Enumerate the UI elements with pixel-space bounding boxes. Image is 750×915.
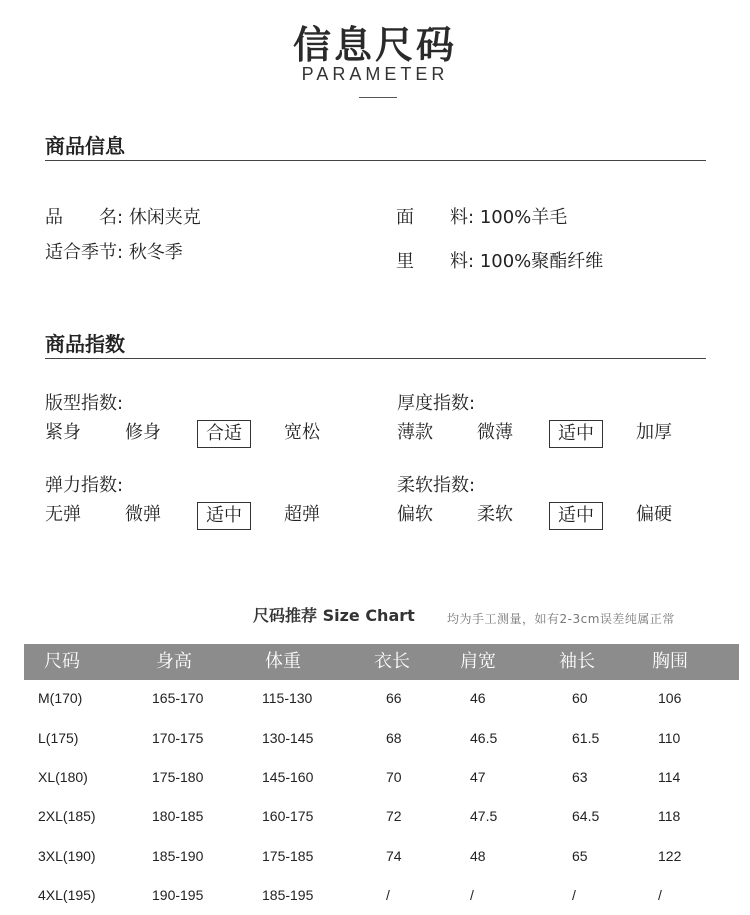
info-season [45, 238, 183, 264]
table-cell: 47.5 [470, 808, 498, 824]
table-cell: 185-190 [152, 848, 204, 864]
table-cell: 68 [386, 730, 402, 746]
table-cell: 70 [386, 769, 402, 785]
table-cell: 180-185 [152, 808, 204, 824]
table-cell: / [386, 887, 390, 903]
index-option: 修身 [125, 422, 161, 443]
size-chart-title: 尺码推荐 Size Chart [253, 606, 415, 625]
column-header-shoulder: 肩宽 [460, 651, 496, 672]
table-cell: 48 [470, 848, 486, 864]
table-cell: 118 [658, 808, 681, 824]
column-header-length: 衣长 [374, 651, 410, 672]
index-option-selected: 合适 [197, 420, 251, 448]
column-header-height: 身高 [156, 651, 192, 672]
index-option: 微薄 [477, 422, 513, 443]
index-option: 偏软 [397, 504, 433, 525]
index-option: 超弹 [284, 504, 320, 525]
column-header-chest: 胸围 [652, 651, 688, 672]
index-option: 紧身 [45, 422, 81, 443]
table-cell: / [658, 887, 662, 903]
info-value: 秋冬季 [128, 242, 183, 263]
index-option: 偏硬 [636, 504, 672, 525]
index-title-elasticity: 弹力指数: [45, 475, 124, 496]
table-cell: / [572, 887, 576, 903]
index-option: 柔软 [477, 504, 513, 525]
table-cell: 65 [572, 848, 588, 864]
table-cell: 165-170 [152, 690, 204, 706]
table-cell: M(170) [38, 690, 83, 706]
index-option-selected: 适中 [197, 502, 251, 530]
index-option: 薄款 [397, 422, 433, 443]
table-cell: 130-145 [262, 730, 314, 746]
index-option: 加厚 [636, 422, 672, 443]
table-cell: 3XL(190) [38, 848, 96, 864]
table-cell: 46 [470, 690, 486, 706]
table-cell: 60 [572, 690, 588, 706]
info-label: 品 名: [45, 207, 124, 228]
info-product-name [45, 203, 201, 229]
table-cell: L(175) [38, 730, 79, 746]
index-option-selected: 适中 [549, 502, 603, 530]
table-cell: 2XL(185) [38, 808, 96, 824]
table-cell: 72 [386, 808, 402, 824]
info-lining [396, 247, 603, 273]
table-cell: / [470, 887, 474, 903]
table-cell: 170-175 [152, 730, 204, 746]
size-chart-note: 均为手工测量，如有2-3cm误差纯属正常 [447, 612, 675, 626]
section-title-product-index: 商品指数 [45, 332, 125, 356]
table-cell: 106 [658, 690, 682, 706]
index-title-thickness: 厚度指数: [397, 393, 476, 414]
table-cell: 114 [658, 769, 681, 785]
info-value: 100%聚酯纤维 [479, 251, 604, 272]
table-cell: 145-160 [262, 769, 314, 785]
index-option: 微弹 [125, 504, 161, 525]
table-cell: 185-195 [262, 887, 314, 903]
index-title-softness: 柔软指数: [397, 475, 476, 496]
page-title: 信息尺码 [292, 23, 457, 67]
info-fabric [396, 203, 567, 229]
info-label: 面 料: [396, 207, 475, 228]
page-subtitle: PARAMETER [301, 64, 449, 84]
table-cell: 66 [386, 690, 402, 706]
table-cell: 74 [386, 848, 402, 864]
column-header-sleeve: 袖长 [559, 651, 595, 672]
table-cell: 122 [658, 848, 682, 864]
index-title-fit: 版型指数: [45, 393, 124, 414]
section-title-product-info: 商品信息 [45, 134, 125, 158]
table-cell: 115-130 [262, 690, 313, 706]
index-option: 宽松 [284, 422, 320, 443]
section-divider [45, 358, 706, 359]
table-cell: 175-180 [152, 769, 204, 785]
table-cell: 46.5 [470, 730, 498, 746]
table-cell: 47 [470, 769, 486, 785]
table-cell: 64.5 [572, 808, 600, 824]
info-value: 100%羊毛 [479, 207, 568, 228]
table-cell: 63 [572, 769, 588, 785]
table-cell: 61.5 [572, 730, 600, 746]
section-divider [45, 160, 706, 161]
index-option: 无弹 [45, 504, 81, 525]
table-cell: XL(180) [38, 769, 88, 785]
title-divider [359, 97, 397, 98]
table-cell: 160-175 [262, 808, 314, 824]
table-cell: 175-185 [262, 848, 314, 864]
column-header-size: 尺码 [44, 651, 80, 672]
table-cell: 4XL(195) [38, 887, 96, 903]
column-header-weight: 体重 [265, 651, 301, 672]
size-table-header [24, 644, 739, 680]
table-cell: 110 [658, 730, 681, 746]
info-label: 适合季节: [45, 242, 124, 263]
info-label: 里 料: [396, 251, 475, 272]
table-cell: 190-195 [152, 887, 204, 903]
index-option-selected: 适中 [549, 420, 603, 448]
info-value: 休闲夹克 [128, 207, 201, 228]
